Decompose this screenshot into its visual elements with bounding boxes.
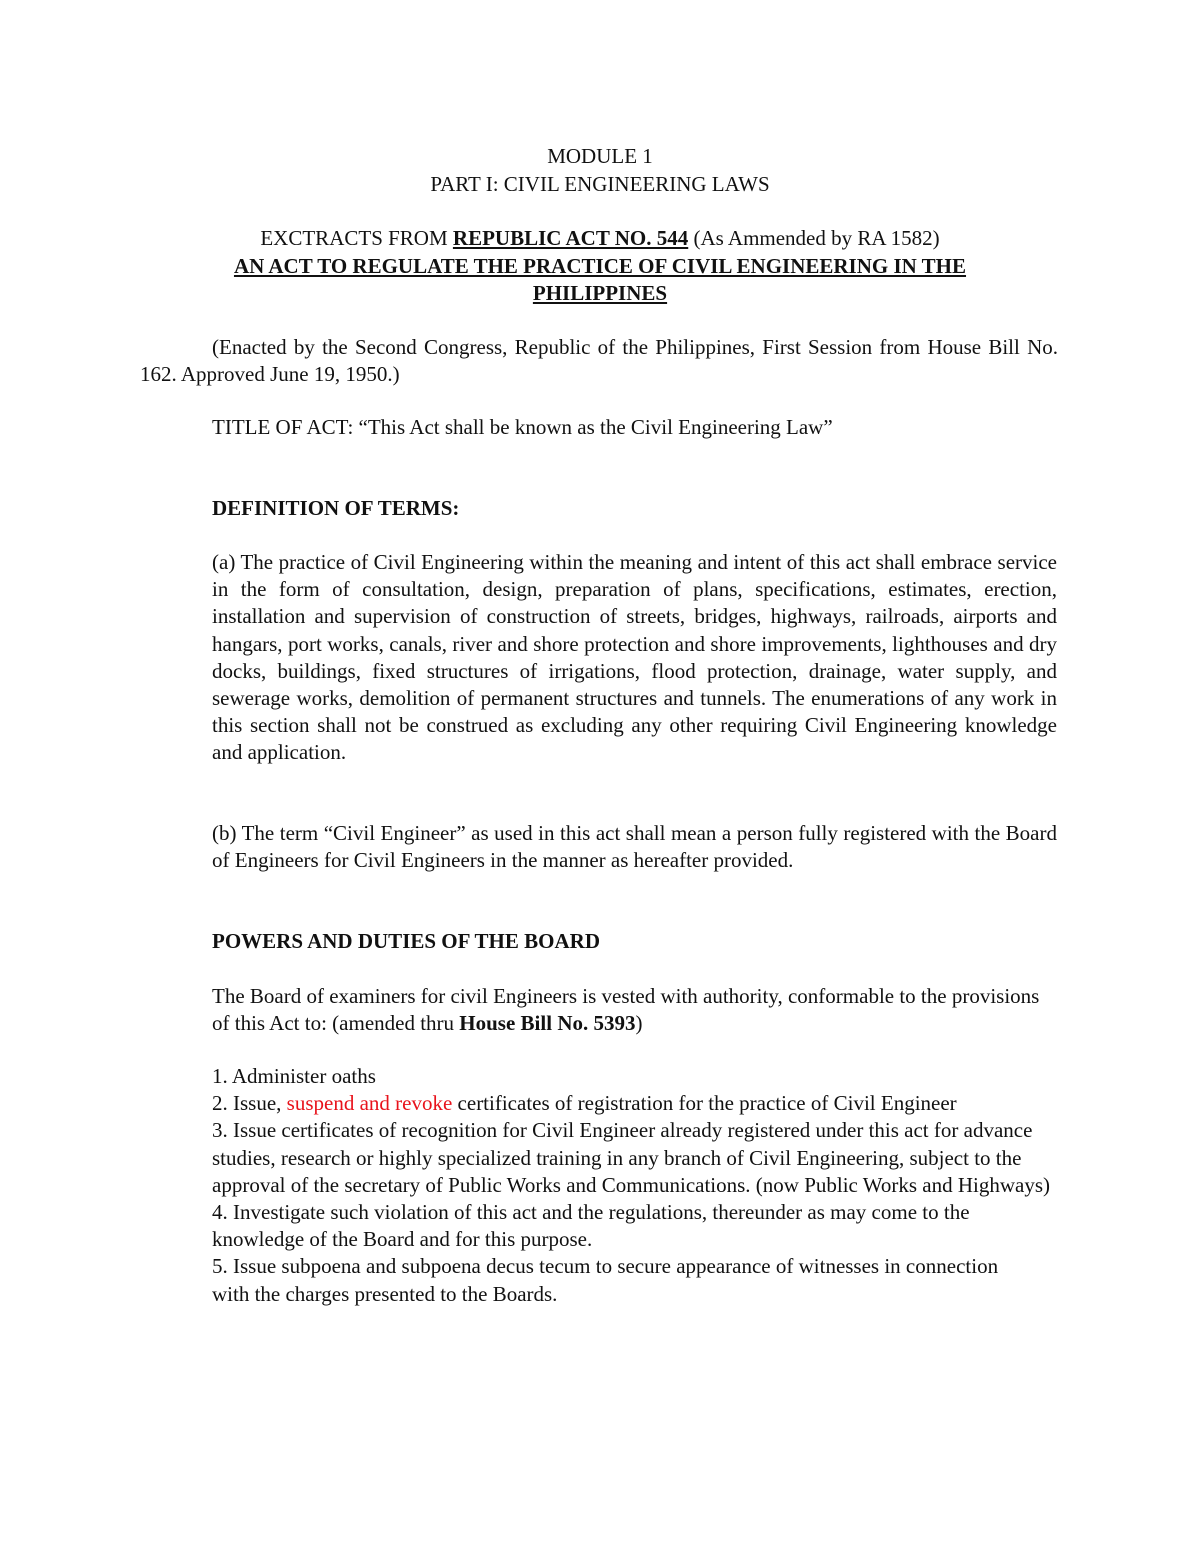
definition-b: (b) The term “Civil Engineer” as used in this act shall mean a person fully registered with the Board of Engineers for Civil Engineers in the manner as hereafter provided. [212, 821, 1057, 873]
powers-intro-end: ) [635, 1011, 643, 1036]
item2-prefix: 2. Issue, [212, 1091, 287, 1116]
act-title-line-1: AN ACT TO REGULATE THE PRACTICE OF CIVIL ENGINEERING IN THE [233, 254, 967, 278]
title-of-act: TITLE OF ACT: “This Act shall be known as the Civil Engineering Law” [212, 415, 833, 439]
act-number: REPUBLIC ACT NO. 544 [452, 226, 689, 250]
module-heading: MODULE 1 [547, 144, 653, 168]
definitions-heading: DEFINITION OF TERMS: [212, 496, 460, 520]
powers-intro-text: The Board of examiners for civil Engineers is vested with authority, conformable to the provisions of this Act to: (amended thru [212, 984, 1040, 1036]
list-item: 1. Administer oaths [212, 1064, 376, 1088]
highlighted-text: suspend and revoke [286, 1091, 453, 1116]
list-item: 4. Investigate such violation of this act and the regulations, thereunder as may come to the knowledge of the Board and for this purpose. [212, 1200, 970, 1252]
list-item [212, 1090, 1072, 1117]
powers-list [212, 1063, 1072, 1308]
list-item: 3. Issue certificates of recognition for Civil Engineer already registered under this act for advance studies, research or highly specialized training in any branch of Civil Engineering, subject to the approval of the secretary of Public Works and Communications. (now Public Works and Highways) [212, 1118, 1051, 1197]
definition-a: (a) The practice of Civil Engineering within the meaning and intent of this act shall embrace service in the form of consultation, design, preparation of plans, specifications, estimates, erection, installation and supervision of construction of streets, bridges, highways, railroads, airports and hangars, port works, canals, river and shore protection and shore improvements, lighthouses and dry docks, buildings, fixed structures of irrigations, flood protection, drainage, water supply, and sewerage works, demolition of permanent structures and tunnels. The enumerations of any work in this section shall not be construed as excluding any other requiring Civil Engineering knowledge and application. [212, 550, 1057, 765]
powers-intro [212, 983, 1060, 1037]
act-title-line-2: PHILIPPINES [532, 281, 668, 305]
extract-line [140, 225, 1060, 252]
extract-suffix: (As Ammended by RA 1582) [688, 226, 940, 250]
part-heading: PART I: CIVIL ENGINEERING LAWS [430, 172, 770, 196]
powers-heading: POWERS AND DUTIES OF THE BOARD [212, 929, 600, 953]
extract-prefix: EXCTRACTS FROM [260, 226, 453, 250]
enacted-paragraph: (Enacted by the Second Congress, Republic of the Philippines, First Session from House Bill No. 162. Approved June 19, 1950.) [140, 335, 1058, 386]
list-item: 5. Issue subpoena and subpoena decus tecum to secure appearance of witnesses in connection with the charges presented to the Boards. [212, 1254, 999, 1306]
house-bill-ref: House Bill No. 5393 [459, 1011, 636, 1036]
item2-suffix: certificates of registration for the practice of Civil Engineer [452, 1091, 957, 1116]
